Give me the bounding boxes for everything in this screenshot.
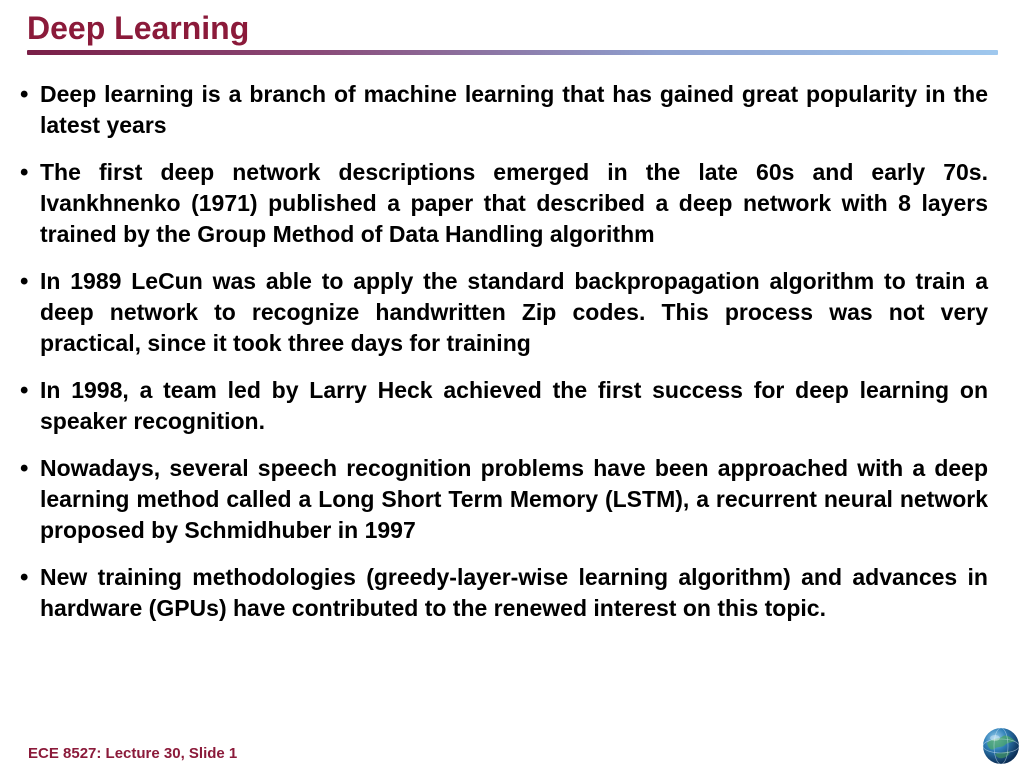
bullet-marker: • <box>20 377 29 404</box>
slide-footer: ECE 8527: Lecture 30, Slide 1 <box>28 745 238 762</box>
bullet-item-5 <box>20 453 988 546</box>
slide-title: Deep Learning <box>27 10 250 46</box>
bullet-item-1 <box>20 79 988 141</box>
bullet-text: Deep learning is a branch of machine learning that has gained great popularity in the latest years <box>40 81 988 138</box>
bullet-item-6 <box>20 562 988 624</box>
bullet-marker: • <box>20 159 29 186</box>
bullet-marker: • <box>20 268 29 295</box>
globe-icon <box>981 726 1021 766</box>
bullet-text: In 1989 LeCun was able to apply the standard backpropagation algorithm to train a deep network to recognize handwritten Zip codes. This process was not very practical, since it took three days for training <box>40 268 988 356</box>
bullet-marker: • <box>20 564 29 591</box>
bullet-text: Nowadays, several speech recognition problems have been approached with a deep learning method called a Long Short Term Memory (LSTM), a recurrent neural network proposed by Schmidhuber in 1997 <box>40 455 988 543</box>
bullet-item-4 <box>20 375 988 437</box>
bullet-marker: • <box>20 81 29 108</box>
bullet-list <box>20 79 988 640</box>
title-underline <box>27 50 998 55</box>
bullet-item-2 <box>20 157 988 250</box>
bullet-marker: • <box>20 455 29 482</box>
bullet-text: The first deep network descriptions emerged in the late 60s and early 70s. Ivankhnenko (1971) published a paper that described a deep network with 8 layers trained by the Group Method of Data Handling algorithm <box>40 159 988 247</box>
bullet-item-3 <box>20 266 988 359</box>
bullet-text: In 1998, a team led by Larry Heck achieved the first success for deep learning on speaker recognition. <box>40 377 988 434</box>
bullet-text: New training methodologies (greedy-layer-wise learning algorithm) and advances in hardware (GPUs) have contributed to the renewed interest on this topic. <box>40 564 988 621</box>
